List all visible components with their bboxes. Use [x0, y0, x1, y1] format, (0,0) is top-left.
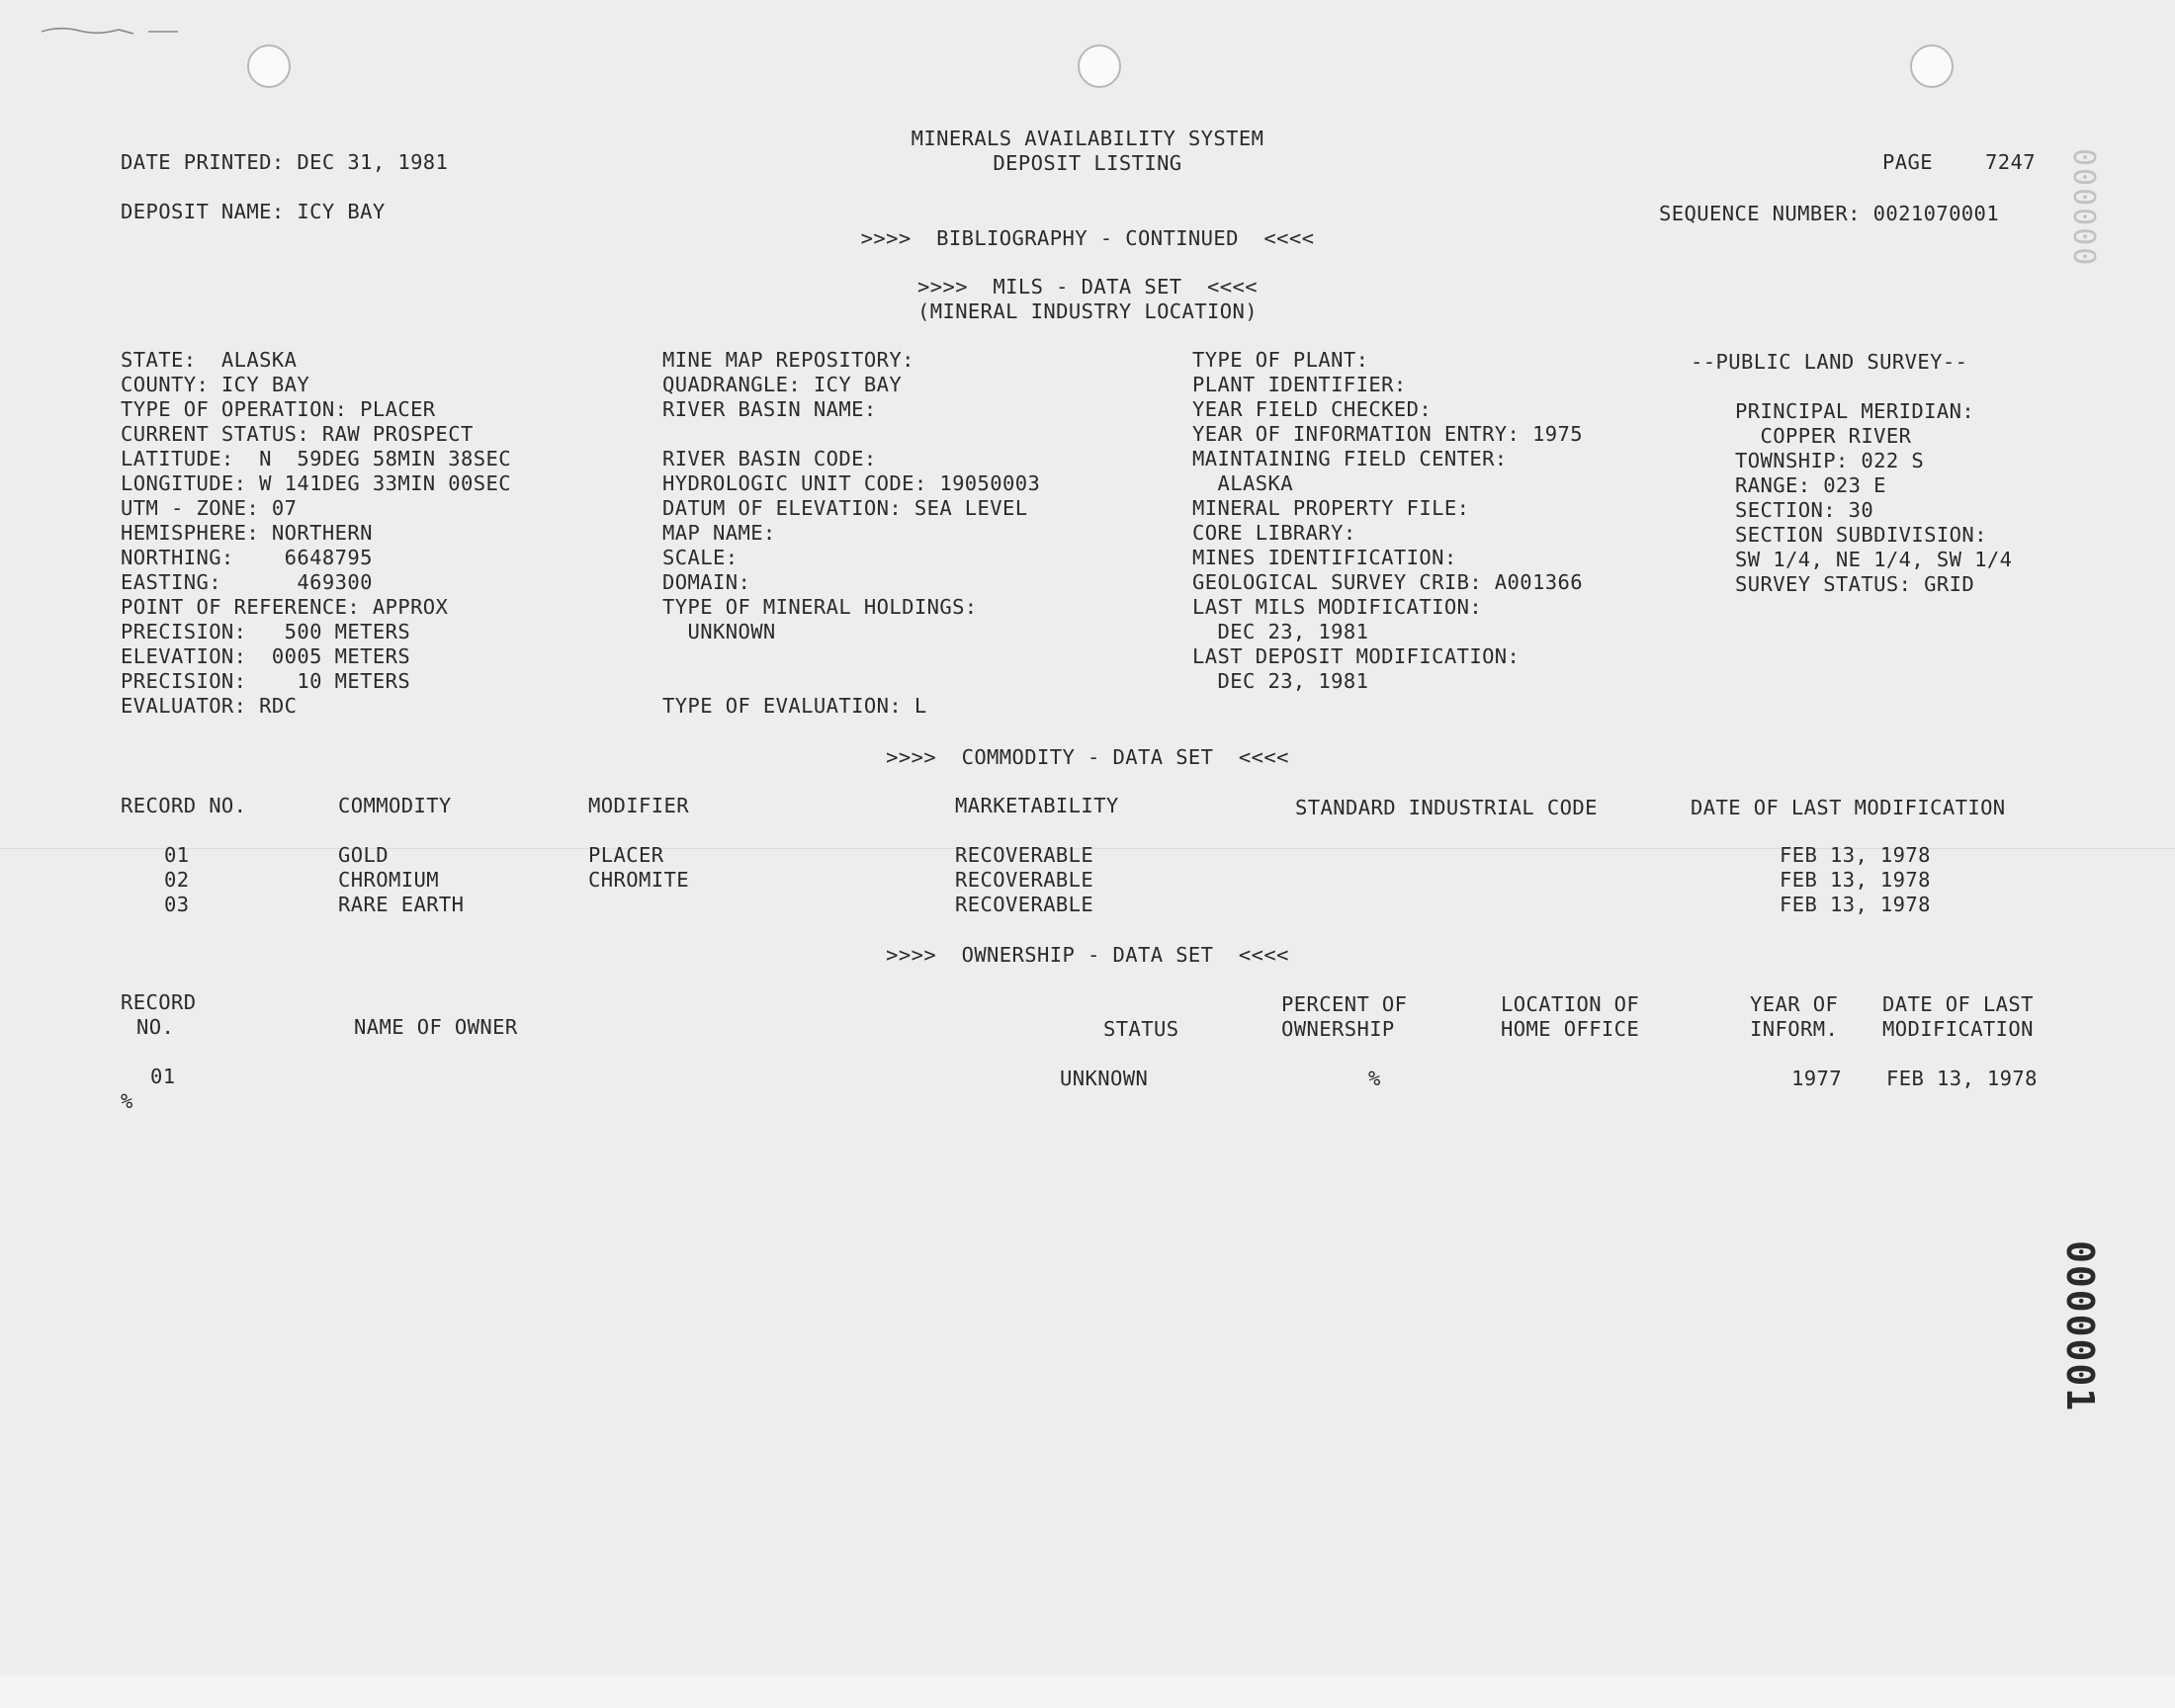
commodity-heading: >>>> COMMODITY - DATA SET <<<< [886, 745, 1289, 769]
field-river-basin-code: RIVER BASIN CODE: [662, 447, 877, 470]
commodity-row-3-marketability: RECOVERABLE [955, 893, 1094, 916]
ownership-row-1-percent: % [1368, 1067, 1381, 1090]
date-printed: DATE PRINTED: DEC 31, 1981 [121, 150, 449, 174]
punch-hole-center [1078, 44, 1121, 88]
field-elevation-precision: PRECISION: 10 METERS [121, 669, 411, 693]
ownership-trailer: % [121, 1089, 133, 1113]
commodity-row-2-modifier: CHROMITE [588, 868, 689, 892]
field-principal-meridian: PRINCIPAL MERIDIAN: [1735, 399, 1975, 423]
field-township: TOWNSHIP: 022 S [1735, 449, 1925, 472]
field-type-of-operation: TYPE OF OPERATION: PLACER [121, 397, 436, 421]
field-current-status: CURRENT STATUS: RAW PROSPECT [121, 422, 474, 446]
commodity-row-1-commodity: GOLD [338, 843, 389, 867]
field-type-of-plant: TYPE OF PLANT: [1192, 348, 1369, 372]
field-northing: NORTHING: 6648795 [121, 546, 373, 569]
field-last-deposit-modification: LAST DEPOSIT MODIFICATION: [1192, 644, 1521, 668]
field-section-subdivision: SECTION SUBDIVISION: [1735, 523, 1987, 547]
field-year-of-information-entry: YEAR OF INFORMATION ENTRY: 1975 [1192, 422, 1584, 446]
field-field-center-value: ALASKA [1192, 471, 1293, 495]
top-right-stamp: 000000 [2066, 148, 2101, 268]
punch-hole-left [247, 44, 291, 88]
field-range: RANGE: 023 E [1735, 473, 1886, 497]
commodity-header-date: DATE OF LAST MODIFICATION [1691, 796, 2006, 819]
deposit-name: DEPOSIT NAME: ICY BAY [121, 200, 386, 223]
field-scale: SCALE: [662, 546, 739, 569]
field-last-deposit-modification-date: DEC 23, 1981 [1192, 669, 1369, 693]
field-last-mils-modification-date: DEC 23, 1981 [1192, 620, 1369, 643]
commodity-row-2-commodity: CHROMIUM [338, 868, 439, 892]
ownership-header-date-1: DATE OF LAST [1882, 992, 2034, 1016]
ownership-row-1-date: FEB 13, 1978 [1886, 1067, 2038, 1090]
page-label: PAGE [1882, 150, 1933, 174]
sequence-number: SEQUENCE NUMBER: 0021070001 [1659, 202, 2000, 225]
field-principal-meridian-value: COPPER RIVER [1735, 424, 1912, 448]
commodity-row-1-record: 01 [164, 843, 190, 867]
listing-title: DEPOSIT LISTING [993, 151, 1182, 175]
field-plant-identifier: PLANT IDENTIFIER: [1192, 373, 1407, 396]
field-mineral-property-file: MINERAL PROPERTY FILE: [1192, 496, 1470, 520]
pen-mark [40, 22, 188, 42]
field-map-name: MAP NAME: [662, 521, 776, 545]
commodity-row-1-date: FEB 13, 1978 [1780, 843, 1931, 867]
commodity-row-3-date: FEB 13, 1978 [1780, 893, 1931, 916]
field-last-mils-modification: LAST MILS MODIFICATION: [1192, 595, 1483, 619]
commodity-row-2-marketability: RECOVERABLE [955, 868, 1094, 892]
commodity-row-2-record: 02 [164, 868, 190, 892]
commodity-row-2-date: FEB 13, 1978 [1780, 868, 1931, 892]
field-datum-of-elevation: DATUM OF ELEVATION: SEA LEVEL [662, 496, 1028, 520]
field-latitude: LATITUDE: N 59DEG 58MIN 38SEC [121, 447, 512, 470]
field-type-of-evaluation: TYPE OF EVALUATION: L [662, 694, 927, 718]
field-river-basin-name: RIVER BASIN NAME: [662, 397, 877, 421]
field-easting: EASTING: 469300 [121, 570, 373, 594]
field-evaluator: EVALUATOR: RDC [121, 694, 298, 718]
commodity-header-commodity: COMMODITY [338, 794, 452, 817]
field-domain: DOMAIN: [662, 570, 751, 594]
bibliography-heading: >>>> BIBLIOGRAPHY - CONTINUED <<<< [860, 226, 1315, 250]
ownership-header-owner: NAME OF OWNER [354, 1015, 518, 1039]
field-elevation: ELEVATION: 0005 METERS [121, 644, 411, 668]
field-geological-survey-crib: GEOLOGICAL SURVEY CRIB: A001366 [1192, 570, 1584, 594]
ownership-header-year-2: INFORM. [1750, 1017, 1839, 1041]
field-longitude: LONGITUDE: W 141DEG 33MIN 00SEC [121, 471, 512, 495]
field-survey-status: SURVEY STATUS: GRID [1735, 572, 1975, 596]
ownership-heading: >>>> OWNERSHIP - DATA SET <<<< [886, 943, 1289, 967]
system-title: MINERALS AVAILABILITY SYSTEM [911, 127, 1264, 150]
mils-heading: >>>> MILS - DATA SET <<<< [916, 275, 1259, 299]
field-county: COUNTY: ICY BAY [121, 373, 310, 396]
commodity-row-1-modifier: PLACER [588, 843, 664, 867]
ownership-header-location-1: LOCATION OF [1501, 992, 1640, 1016]
ownership-header-year-1: YEAR OF [1750, 992, 1839, 1016]
field-hydrologic-unit-code: HYDROLOGIC UNIT CODE: 19050003 [662, 471, 1041, 495]
field-mine-map-repository: MINE MAP REPOSITORY: [662, 348, 914, 372]
punch-hole-right [1910, 44, 1954, 88]
field-mineral-holdings-value: UNKNOWN [662, 620, 776, 643]
ownership-header-record-2: NO. [136, 1015, 175, 1039]
commodity-row-3-record: 03 [164, 893, 190, 916]
field-section: SECTION: 30 [1735, 498, 1874, 522]
field-core-library: CORE LIBRARY: [1192, 521, 1356, 545]
ownership-row-1-status: UNKNOWN [1060, 1067, 1149, 1090]
ownership-header-percent-2: OWNERSHIP [1281, 1017, 1395, 1041]
field-precision: PRECISION: 500 METERS [121, 620, 411, 643]
commodity-header-modifier: MODIFIER [588, 794, 689, 817]
ownership-header-location-2: HOME OFFICE [1501, 1017, 1640, 1041]
field-type-of-mineral-holdings: TYPE OF MINERAL HOLDINGS: [662, 595, 978, 619]
field-state: STATE: ALASKA [121, 348, 298, 372]
commodity-header-marketability: MARKETABILITY [955, 794, 1119, 817]
field-utm-zone: UTM - ZONE: 07 [121, 496, 298, 520]
commodity-row-1-marketability: RECOVERABLE [955, 843, 1094, 867]
ownership-row-1-record: 01 [150, 1065, 176, 1088]
field-point-of-reference: POINT OF REFERENCE: APPROX [121, 595, 449, 619]
field-year-field-checked: YEAR FIELD CHECKED: [1192, 397, 1433, 421]
ownership-header-percent-1: PERCENT OF [1281, 992, 1408, 1016]
field-maintaining-field-center: MAINTAINING FIELD CENTER: [1192, 447, 1508, 470]
page-number: 7247 [1985, 150, 2036, 174]
field-quadrangle: QUADRANGLE: ICY BAY [662, 373, 903, 396]
field-hemisphere: HEMISPHERE: NORTHERN [121, 521, 373, 545]
commodity-header-sic: STANDARD INDUSTRIAL CODE [1295, 796, 1598, 819]
commodity-header-record: RECORD NO. [121, 794, 247, 817]
commodity-row-3-commodity: RARE EARTH [338, 893, 465, 916]
bottom-right-stamp: 0000001 [2058, 1240, 2102, 1413]
ownership-row-1-year: 1977 [1791, 1067, 1842, 1090]
public-land-survey-heading: --PUBLIC LAND SURVEY-- [1691, 350, 1968, 374]
ownership-header-date-2: MODIFICATION [1882, 1017, 2034, 1041]
mils-subheading: (MINERAL INDUSTRY LOCATION) [916, 299, 1259, 323]
field-section-subdivision-value: SW 1/4, NE 1/4, SW 1/4 [1735, 548, 2013, 571]
ownership-header-record-1: RECORD [121, 990, 197, 1014]
ownership-header-status: STATUS [1103, 1017, 1179, 1041]
field-mines-identification: MINES IDENTIFICATION: [1192, 546, 1457, 569]
